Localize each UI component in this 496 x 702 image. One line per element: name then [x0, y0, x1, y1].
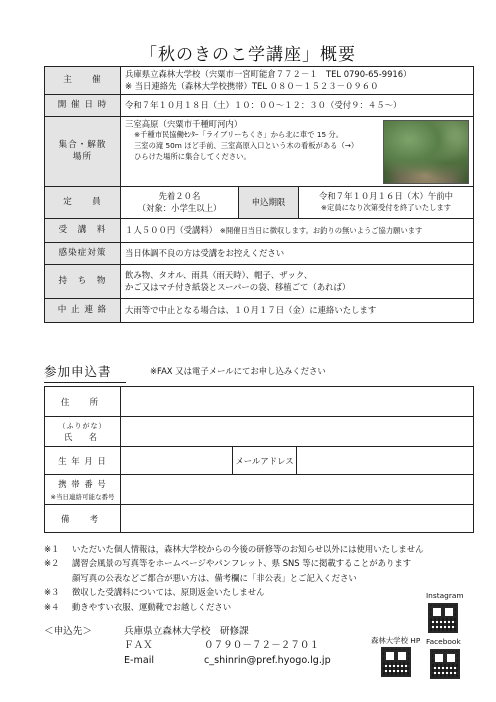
hp-qr-icon[interactable] [381, 647, 411, 677]
instagram-label: Instagram [426, 591, 464, 600]
deadline-note: ※定員になり次第受付を終了いたします [320, 202, 452, 212]
overview-table [44, 66, 474, 323]
note-item: 顔写真の公表などご都合が悪い方は、備考欄に「非公表」とご記入ください [72, 572, 357, 583]
application-form [44, 386, 474, 533]
furigana-label: （ふりがな） [58, 421, 107, 430]
fax-number: ０７９０－７２－２７０１ [204, 640, 320, 652]
contact-block [44, 625, 331, 668]
belongings-line-2: かご又はマチ付き紙袋とスーパーの袋、移植ごて（あれば） [125, 281, 351, 292]
infection-value: 当日体調不良の方は受講をお控えください [121, 243, 474, 265]
hp-label: 森林大学校 HP [371, 636, 421, 645]
remarks-label: 備 考 [45, 505, 121, 533]
infection-label: 感染症対策 [45, 243, 121, 265]
address-field[interactable] [121, 387, 474, 417]
deadline-label: 申込期限 [239, 187, 299, 219]
fee-note: ※開催日当日に徴収します。お釣りの無いようご協力願います [219, 225, 423, 235]
name-label: 氏 名 [63, 431, 102, 442]
form-note: ※FAX 又は電子メールにてお申し込みください [150, 366, 326, 376]
meeting-place: 三室高原（宍粟市千種町河内） [125, 118, 243, 129]
note-item: ※１ いただいた個人情報は，森林大学校からの今後の研修等のお知らせ以外には使用いたしません [44, 544, 424, 554]
capacity-target: （対象：小学生以上） [137, 202, 222, 213]
address-label: 住 所 [45, 387, 121, 417]
note-item: ※２ 講習会風景の写真等をホームページやパンフレット、県 SNS 等に掲載することがあります [44, 558, 412, 569]
mobile-sub-label: ※当日連絡可能な番号 [50, 493, 115, 501]
facebook-label: Facebook [426, 637, 461, 646]
cancel-value: 大雨等で中止となる場合は、１０月１７日（金）に連絡いたします [121, 299, 474, 323]
capacity-value: 先着２０名 [158, 191, 201, 202]
remarks-field[interactable] [121, 505, 474, 533]
email-address-label: E-mail [124, 654, 155, 666]
note-item: ※４ 動きやすい衣服、運動靴でお越しください [44, 601, 232, 612]
contact-label: ＜申込先＞ [44, 626, 92, 637]
mobile-label: 携 帯 番 号 [58, 479, 107, 489]
facebook-qr-icon[interactable] [430, 649, 460, 679]
belongings-label: 持 ち 物 [45, 265, 121, 299]
meeting-note-2: 三室の滝 50m ほど手前、三室高原入口という木の看板がある（→） [134, 140, 359, 150]
birthdate-field[interactable] [121, 447, 233, 475]
mobile-field[interactable] [121, 475, 474, 505]
cancel-label: 中 止 連 絡 [45, 299, 121, 323]
email-label: メールアドレス [233, 447, 297, 475]
note-item: ※３ 徴収した受講料については、原則返金いたしません [44, 587, 265, 598]
meeting-note-3: ひらけた場所に集合してください。 [134, 151, 251, 161]
contact-org: 兵庫県立森林大学校 研修課 [124, 626, 249, 637]
organizer-label: 主 催 [45, 67, 121, 95]
belongings-line-1: 飲み物、タオル、雨具（雨天時）、帽子、ザック、 [125, 270, 313, 281]
instagram-qr-icon[interactable] [428, 603, 458, 633]
meeting-place-photo [383, 120, 469, 184]
deadline-value: 令和７年１０月１６日（木）午前中 [319, 191, 453, 202]
email-address[interactable]: c_shinrin@pref.hyogo.lg.jp [204, 654, 331, 666]
fee-value: １人５００円（受講料） [125, 224, 218, 235]
page-title: 「秋のきのこ学講座」概要 [140, 45, 356, 65]
capacity-label: 定 員 [45, 187, 121, 219]
notes-list [44, 542, 484, 614]
form-title: 参加申込書 [44, 362, 126, 383]
meeting-label: 集合・解散 場所 [45, 117, 121, 187]
email-field[interactable] [297, 447, 474, 475]
meeting-note-1: ※千種市民協働ｾﾝﾀｰ「ライブリーちくさ」から北に車で 15 分。 [134, 129, 344, 139]
fee-label: 受 講 料 [45, 219, 121, 243]
datetime-label: 開 催 日 時 [45, 95, 121, 117]
fax-label: ＦＡＸ [124, 640, 153, 652]
birthdate-label: 生 年 月 日 [45, 447, 121, 475]
name-field[interactable] [121, 417, 474, 447]
datetime-value: 令和７年１０月１８日（土）１０：００～１２：３０（受付９：４５～） [121, 95, 474, 117]
organizer-line: 兵庫県立森林大学校（宍粟市一宮町能倉７７２－１ TEL 0790-65-9916） [125, 69, 412, 80]
emergency-contact: ※ 当日連絡先（森林大学校携帯）TEL ０８０－１５２３－０９６０ [125, 80, 379, 91]
